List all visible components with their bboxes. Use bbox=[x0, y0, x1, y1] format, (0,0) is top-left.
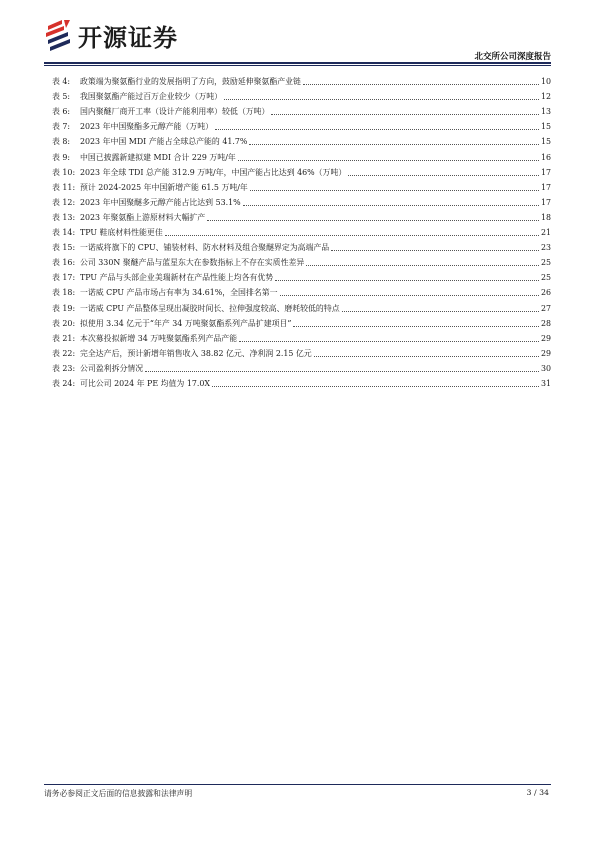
toc-entry[interactable] bbox=[52, 329, 551, 344]
toc-entry[interactable] bbox=[52, 298, 551, 313]
toc-entry-title: 2023 年中国聚酯多元醇产能（万吨） bbox=[80, 122, 214, 132]
toc-entry-title: 一诺威 CPU 产品整体呈现出凝胶时间长、拉伸强度较高、磨耗较低的特点 bbox=[80, 303, 340, 313]
toc-entry-title: 国内聚醚厂商开工率（设计产能利用率）较低（万吨） bbox=[80, 107, 270, 117]
toc-entry-page: 16 bbox=[540, 152, 551, 162]
toc-entry-label: 表 8: bbox=[52, 137, 71, 147]
toc-entry-label: 表 20: bbox=[52, 318, 76, 328]
toc-entry-label: 表 12: bbox=[52, 197, 76, 207]
logo-text: 开源证券 bbox=[78, 23, 178, 52]
toc-dot-leader bbox=[250, 190, 539, 191]
toc-entry-label: 表 10: bbox=[52, 167, 76, 177]
page-number: 3 / 34 bbox=[526, 788, 549, 797]
toc-dot-leader bbox=[303, 84, 539, 85]
toc-entry[interactable] bbox=[52, 193, 551, 208]
toc-entry[interactable] bbox=[52, 283, 551, 298]
toc-entry[interactable] bbox=[52, 132, 551, 147]
toc-entry-page: 17 bbox=[540, 197, 551, 207]
toc-entry-title: 2023 年聚氨酯上游原材料大幅扩产 bbox=[80, 212, 206, 222]
toc-dot-leader bbox=[207, 220, 539, 221]
toc-dot-leader bbox=[293, 326, 539, 327]
toc-entry-page: 18 bbox=[540, 212, 551, 222]
toc-entry[interactable] bbox=[52, 117, 551, 132]
toc-entry-page: 17 bbox=[540, 182, 551, 192]
toc-dot-leader bbox=[280, 295, 539, 296]
toc-entry-title: 预计 2024-2025 年中国新增产能 61.5 万吨/年 bbox=[80, 182, 248, 192]
toc-entry-label: 表 13: bbox=[52, 212, 76, 222]
toc-entry[interactable] bbox=[52, 238, 551, 253]
toc-entry[interactable] bbox=[52, 253, 551, 268]
report-type: 北交所公司深度报告 bbox=[474, 52, 551, 62]
kaiyuan-logo-icon bbox=[44, 18, 74, 52]
toc-entry-label: 表 15: bbox=[52, 243, 76, 253]
toc-dot-leader bbox=[348, 175, 539, 176]
toc-entry-title: 政策端为聚氨酯行业的发展指明了方向，鼓励延伸聚氨酯产业链 bbox=[80, 77, 301, 87]
toc-entry-page: 25 bbox=[540, 273, 551, 283]
toc-dot-leader bbox=[238, 160, 539, 161]
toc-entry-title: 2023 年中国 MDI 产能占全球总产能的 41.7% bbox=[80, 137, 248, 147]
toc-entry-page: 17 bbox=[540, 167, 551, 177]
toc-entry-page: 13 bbox=[540, 107, 551, 117]
footer-disclaimer: 请务必参阅正文后面的信息披露和法律声明 bbox=[44, 789, 193, 798]
toc-entry-title: 我国聚氨酯产能过百万企业较少（万吨） bbox=[80, 92, 223, 102]
toc-entry[interactable] bbox=[52, 87, 551, 102]
toc-entry[interactable] bbox=[52, 344, 551, 359]
toc-dot-leader bbox=[145, 371, 539, 372]
toc-entry-label: 表 23: bbox=[52, 363, 76, 373]
toc-dot-leader bbox=[215, 129, 539, 130]
toc-entry[interactable] bbox=[52, 163, 551, 178]
toc-entry[interactable] bbox=[52, 147, 551, 162]
toc-entry-label: 表 5: bbox=[52, 92, 71, 102]
toc-entry-page: 15 bbox=[540, 137, 551, 147]
toc-entry-title: 可比公司 2024 年 PE 均值为 17.0X bbox=[80, 378, 211, 388]
toc-dot-leader bbox=[342, 311, 539, 312]
toc-dot-leader bbox=[331, 250, 539, 251]
toc-entry-label: 表 11: bbox=[52, 182, 76, 192]
toc-entry-title: 中国已披露新建拟建 MDI 合计 229 万吨/年 bbox=[80, 152, 236, 162]
toc-entry-label: 表 19: bbox=[52, 303, 76, 313]
toc-entry-page: 15 bbox=[540, 122, 551, 132]
toc-dot-leader bbox=[314, 356, 539, 357]
toc-entry[interactable] bbox=[52, 208, 551, 223]
toc-entry-label: 表 21: bbox=[52, 333, 76, 343]
toc-dot-leader bbox=[243, 205, 539, 206]
toc-entry-title: 公司盈利拆分情况 bbox=[80, 363, 144, 373]
toc-entry-title: 完全达产后，预计新增年销售收入 38.82 亿元、净利润 2.15 亿元 bbox=[80, 348, 312, 358]
toc-entry-page: 23 bbox=[540, 243, 551, 253]
toc-entry[interactable] bbox=[52, 223, 551, 238]
toc-entry-page: 31 bbox=[540, 378, 551, 388]
toc-entry-label: 表 14: bbox=[52, 228, 76, 238]
toc-entry-title: TPU 产品与头部企业美瑞新材在产品性能上均各有优势 bbox=[80, 273, 274, 283]
toc-entry-title: 本次募投拟新增 34 万吨聚氨酯系列产品产能 bbox=[80, 333, 238, 343]
toc-entry-title: 拟使用 3.34 亿元于“年产 34 万吨聚氨酯系列产品扩建项目” bbox=[80, 318, 292, 328]
header-divider-thin bbox=[44, 65, 551, 66]
footer-divider bbox=[44, 784, 551, 785]
toc-entry-title: 一诺威将旗下的 CPU、铺装材料、防水材料及组合聚醚界定为高端产品 bbox=[80, 243, 330, 253]
toc-entry-label: 表 9: bbox=[52, 152, 71, 162]
toc-entry-label: 表 6: bbox=[52, 107, 71, 117]
toc-dot-leader bbox=[224, 99, 539, 100]
toc-entry-label: 表 22: bbox=[52, 348, 76, 358]
toc-entry-page: 29 bbox=[540, 333, 551, 343]
toc-entry-label: 表 17: bbox=[52, 273, 76, 283]
toc-entry-page: 25 bbox=[540, 258, 551, 268]
toc-entry-page: 26 bbox=[540, 288, 551, 298]
toc-entry-label: 表 24: bbox=[52, 378, 76, 388]
toc-entry-page: 12 bbox=[540, 92, 551, 102]
toc-dot-leader bbox=[165, 235, 539, 236]
toc-entry-page: 28 bbox=[540, 318, 551, 328]
toc-dot-leader bbox=[212, 386, 539, 387]
toc-entry-title: 2023 年中国聚醚多元醇产能占比达到 53.1% bbox=[80, 197, 241, 207]
toc-dot-leader bbox=[271, 114, 539, 115]
toc-dot-leader bbox=[239, 341, 539, 342]
toc-entry-label: 表 16: bbox=[52, 258, 76, 268]
toc-entry-label: 表 7: bbox=[52, 122, 71, 132]
table-of-tables bbox=[52, 72, 551, 389]
toc-entry-title: 2023 年全球 TDI 总产能 312.9 万吨/年，中国产能占比达到 46%（万吨） bbox=[80, 167, 347, 177]
toc-entry[interactable] bbox=[52, 314, 551, 329]
toc-entry[interactable] bbox=[52, 268, 551, 283]
header-divider bbox=[44, 62, 551, 64]
toc-entry-page: 21 bbox=[540, 228, 551, 238]
toc-entry-page: 29 bbox=[540, 348, 551, 358]
toc-dot-leader bbox=[306, 265, 539, 266]
toc-entry[interactable] bbox=[52, 374, 551, 389]
toc-entry-page: 10 bbox=[540, 77, 551, 87]
toc-entry-label: 表 18: bbox=[52, 288, 76, 298]
toc-entry-page: 30 bbox=[540, 363, 551, 373]
toc-entry-label: 表 4: bbox=[52, 77, 71, 87]
toc-entry[interactable] bbox=[52, 102, 551, 117]
toc-entry-title: 公司 330N 聚醚产品与蓝星东大在参数指标上不存在实质性差异 bbox=[80, 258, 305, 268]
toc-entry-title: 一诺威 CPU 产品市场占有率为 34.61%，全国排名第一 bbox=[80, 288, 278, 298]
company-logo bbox=[44, 16, 178, 54]
toc-entry-title: TPU 鞋底材料性能更佳 bbox=[80, 228, 163, 238]
toc-entry[interactable] bbox=[52, 359, 551, 374]
toc-entry[interactable] bbox=[52, 72, 551, 87]
toc-dot-leader bbox=[249, 144, 539, 145]
toc-entry-page: 27 bbox=[540, 303, 551, 313]
toc-dot-leader bbox=[275, 280, 539, 281]
toc-entry[interactable] bbox=[52, 178, 551, 193]
